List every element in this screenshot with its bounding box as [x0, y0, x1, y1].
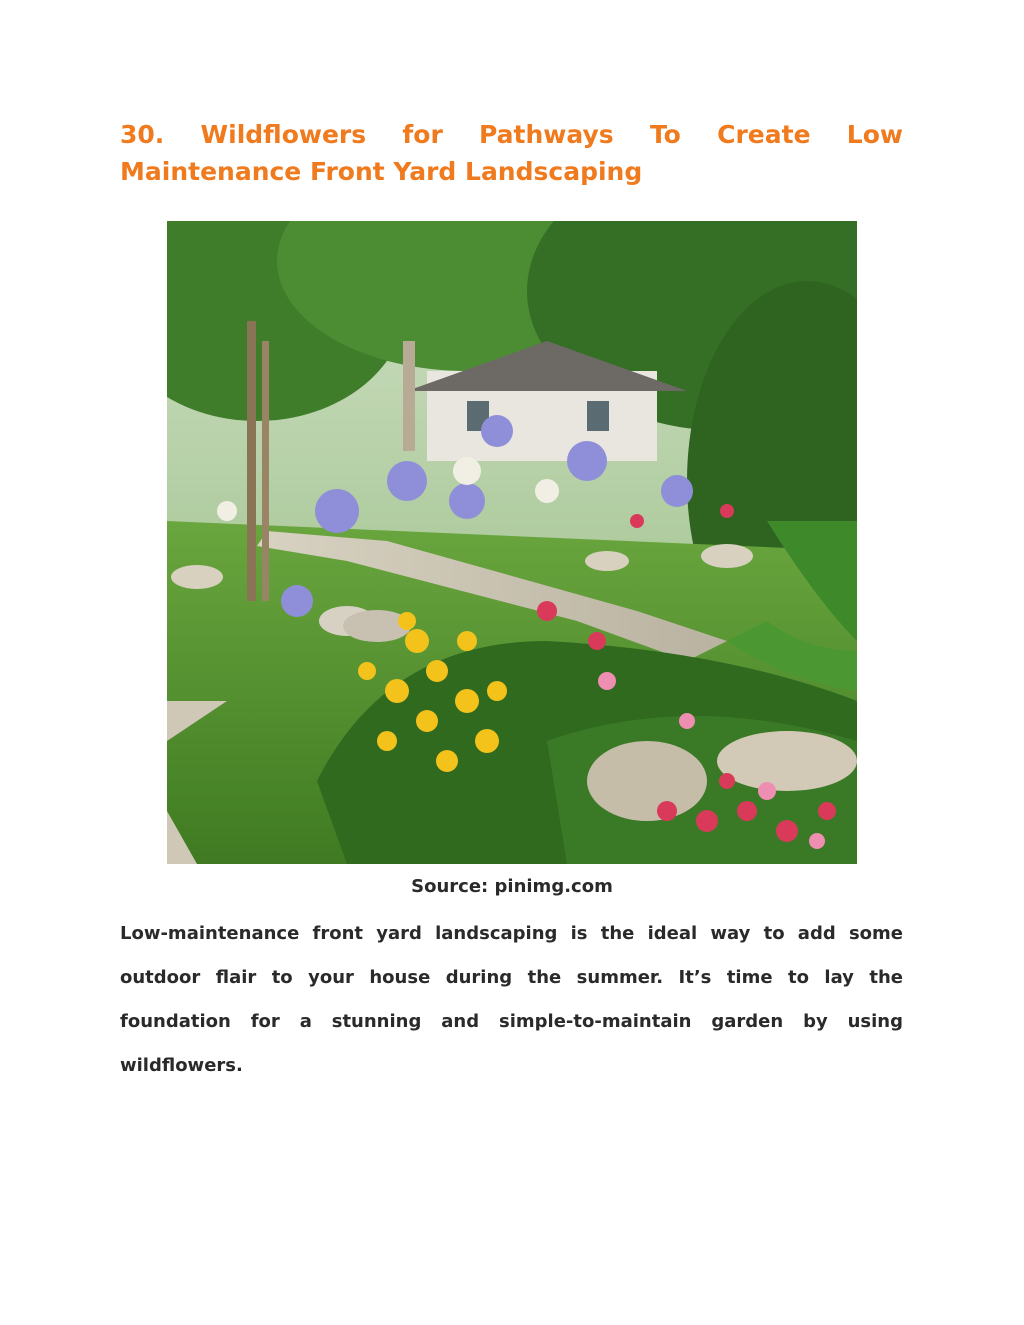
page-title: 30. Wildflowers for Pathways To Create Low Maintenance Front Yard Landscaping: [120, 120, 903, 186]
image-caption: Source: pinimg.com: [411, 876, 613, 897]
garden-photo: [167, 221, 857, 864]
body-paragraph: Low-maintenance front yard landscaping is the ideal way to add some outdoor flair to your house during the summer. It’s time to lay the foundation for a stunning and simple-to-maintain garden by using wildflowers.: [120, 923, 903, 1076]
garden-photo-icon: [167, 221, 857, 864]
